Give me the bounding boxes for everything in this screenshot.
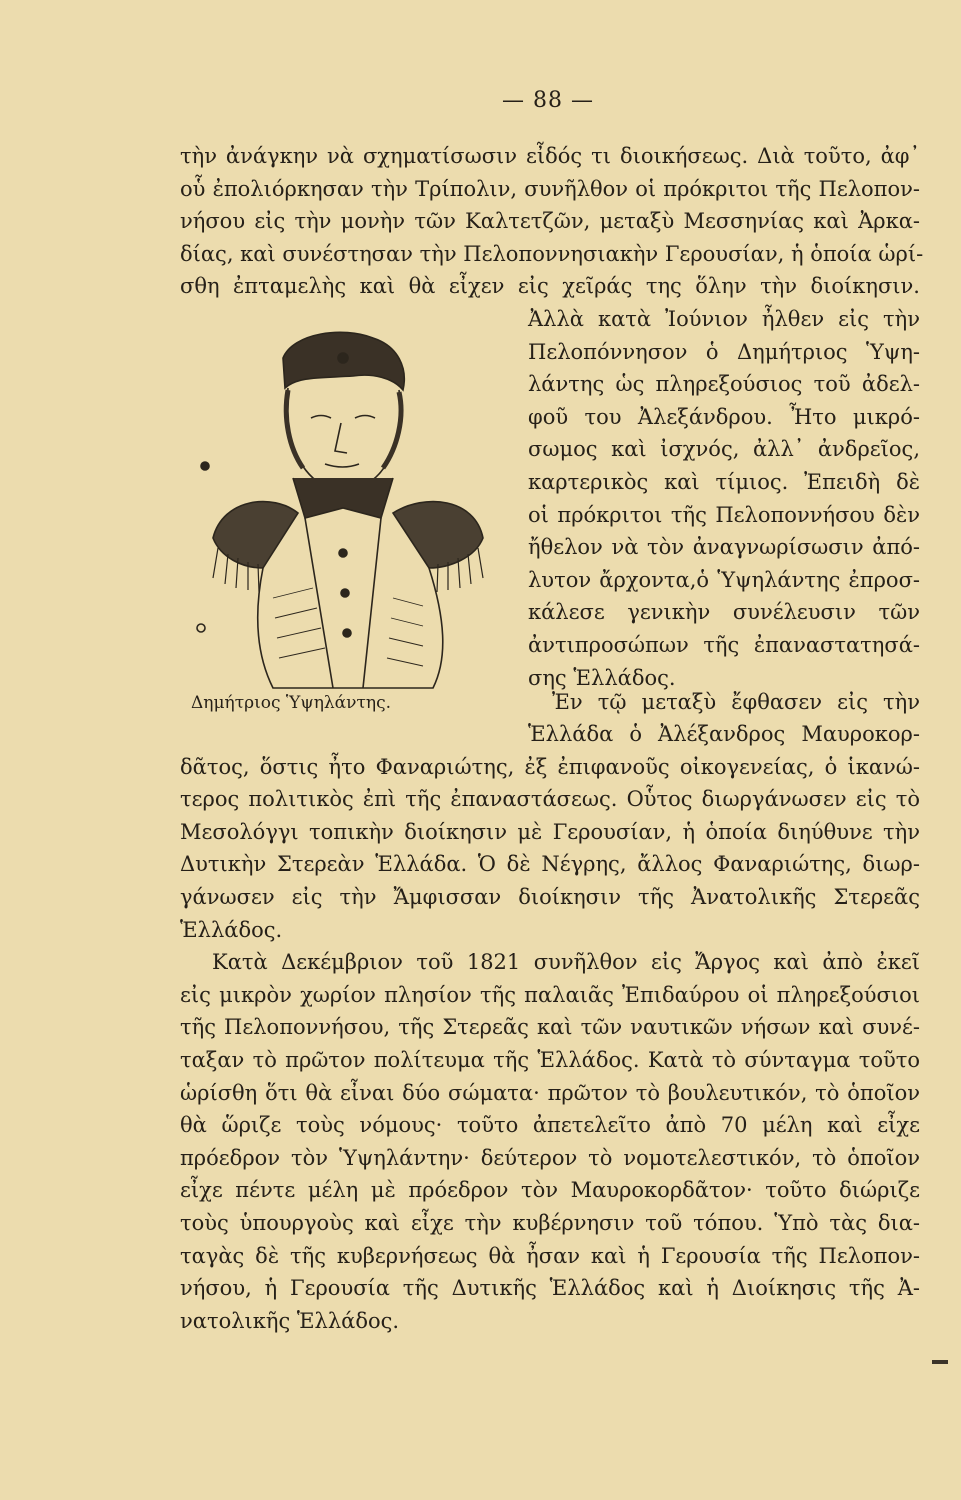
text-line: σθη ἐπταμελὴς καὶ θὰ εἶχεν εἰς χεῖράς της ὅλην τὴν διοίκησιν. bbox=[180, 274, 920, 299]
text-line: νήσου, ἡ Γερουσία τῆς Δυτικῆς Ἑλλάδος καὶ ἡ Διοίκησις τῆς Ἀ- bbox=[180, 1276, 920, 1301]
text-line: ἤθελον νὰ τὸν ἀναγνωρίσωσιν ἀπό- bbox=[528, 535, 920, 560]
text-line: τὴν ἀνάγκην νὰ σχηματίσωσιν εἶδός τι διοικήσεως. Διὰ τοῦτο, ἀφ᾽ bbox=[180, 144, 920, 168]
text-line: γάνωσεν εἰς τὴν Ἄμφισσαν διοίκησιν τῆς Ἀνατολικῆς Στερεᾶς bbox=[180, 885, 920, 909]
text-line: πρόεδρον τὸν Ὑψηλάντην· δεύτερον τὸ νομοτελεστικόν, τὸ ὁποῖον bbox=[180, 1145, 920, 1170]
page-number: — 88 — bbox=[502, 88, 594, 113]
text-line: σωμος καὶ ἰσχνός, ἀλλ᾽ ἀνδρεῖος, bbox=[528, 437, 920, 462]
text-line: ὡρίσθη ὅτι θὰ εἶναι δύο σώματα· πρῶτον τὸ βουλευτικόν, τὸ ὁποῖον bbox=[180, 1080, 920, 1105]
text-line: Ἐν τῷ μεταξὺ ἔφθασεν εἰς τὴν bbox=[552, 690, 920, 714]
margin-mark bbox=[932, 1360, 948, 1364]
text-line: Ἑλλάδος. bbox=[180, 917, 283, 942]
text-line: δίας, καὶ συνέστησαν τὴν Πελοποννησιακὴν Γερουσίαν, ἡ ὁποία ὡρί- bbox=[180, 241, 924, 266]
text-line: λυτον ἄρχοντα,ὁ Ὑψηλάντης ἐπροσ- bbox=[528, 567, 920, 592]
text-line: τερος πολιτικὸς ἐπὶ τῆς ἐπαναστάσεως. Οὗτος διωργάνωσεν εἰς τὸ bbox=[180, 787, 920, 812]
text-line: εἶχε πέντε μέλη μὲ πρόεδρον τὸν Μαυροκορδᾶτον· τοῦτο διώριζε bbox=[180, 1178, 920, 1203]
text-line: νατολικῆς Ἑλλάδος. bbox=[180, 1308, 400, 1333]
text-line: φοῦ του Ἀλεξάνδρου. Ἦτο μικρό- bbox=[528, 404, 920, 429]
text-line: τοὺς ὑπουργοὺς καὶ εἶχε τὴν κυβέρνησιν τοῦ τόπου. Ὑπὸ τὰς δια- bbox=[180, 1211, 920, 1235]
text-line: Ἑλλάδα ὁ Ἀλέξανδρος Μαυροκορ- bbox=[528, 722, 920, 746]
text-line: Μεσολόγγι τοπικὴν διοίκησιν μὲ Γερουσίαν, ἡ ὁποία διηύθυνε τὴν bbox=[180, 819, 920, 844]
portrait-engraving bbox=[193, 318, 505, 694]
text-line: ταγὰς δὲ τῆς κυβερνήσεως θὰ ἦσαν καὶ ἡ Γερουσία τῆς Πελοπον- bbox=[180, 1243, 920, 1268]
text-line: Δυτικὴν Στερεὰν Ἑλλάδα. Ὁ δὲ Νέγρης, ἄλλος Φαναριώτης, διωρ- bbox=[180, 852, 920, 877]
text-line: θὰ ὥριζε τοὺς νόμους· τοῦτο ἀπετελεῖτο ἀπὸ 70 μέλη καὶ εἶχε bbox=[180, 1113, 920, 1138]
text-line: τῆς Πελοποννήσου, τῆς Στερεᾶς καὶ τῶν ναυτικῶν νήσων καὶ συνέ- bbox=[180, 1015, 920, 1040]
text-line: εἰς μικρὸν χωρίον πλησίον τῆς παλαιᾶς Ἐπιδαύρου οἱ πληρεξούσιοι bbox=[180, 982, 920, 1007]
text-line: καρτερικὸς καὶ τίμιος. Ἐπειδὴ δὲ bbox=[528, 470, 920, 494]
text-line: ταξαν τὸ πρῶτον πολίτευμα τῆς Ἑλλάδος. Κατὰ τὸ σύνταγμα τοῦτο bbox=[180, 1048, 920, 1072]
text-line: σης Ἑλλάδος. bbox=[528, 665, 676, 690]
text-line: Ἀλλὰ κατὰ Ἰούνιον ἦλθεν εἰς τὴν bbox=[528, 307, 920, 331]
text-line: νήσου εἰς τὴν μονὴν τῶν Καλτετζῶν, μεταξὺ Μεσσηνίας καὶ Ἀρκα- bbox=[180, 209, 920, 234]
text-line: οὗ ἐπολιόρκησαν τὴν Τρίπολιν, συνῆλθον οἱ πρόκριτοι τῆς Πελοπον- bbox=[180, 176, 920, 201]
text-line: Κατὰ Δεκέμβριον τοῦ 1821 συνῆλθον εἰς Ἄργος καὶ ἀπὸ ἐκεῖ bbox=[212, 950, 920, 975]
text-line: κάλεσε γενικὴν συνέλευσιν τῶν bbox=[528, 600, 920, 625]
text-line: οἱ πρόκριτοι τῆς Πελοποννήσου δὲν bbox=[528, 502, 920, 527]
text-line: ἀντιπροσώπων τῆς ἐπαναστατησά- bbox=[528, 633, 920, 657]
text-line: λάντης ὡς πληρεξούσιος τοῦ ἀδελ- bbox=[528, 372, 920, 397]
portrait-caption: Δημήτριος Ὑψηλάντης. bbox=[191, 693, 391, 713]
text-line: Πελοπόννησον ὁ Δημήτριος Ὑψη- bbox=[528, 339, 920, 364]
text-line: δᾶτος, ὅστις ἦτο Φαναριώτης, ἐξ ἐπιφανοῦς οἰκογενείας, ὁ ἱκανώ- bbox=[180, 754, 920, 779]
